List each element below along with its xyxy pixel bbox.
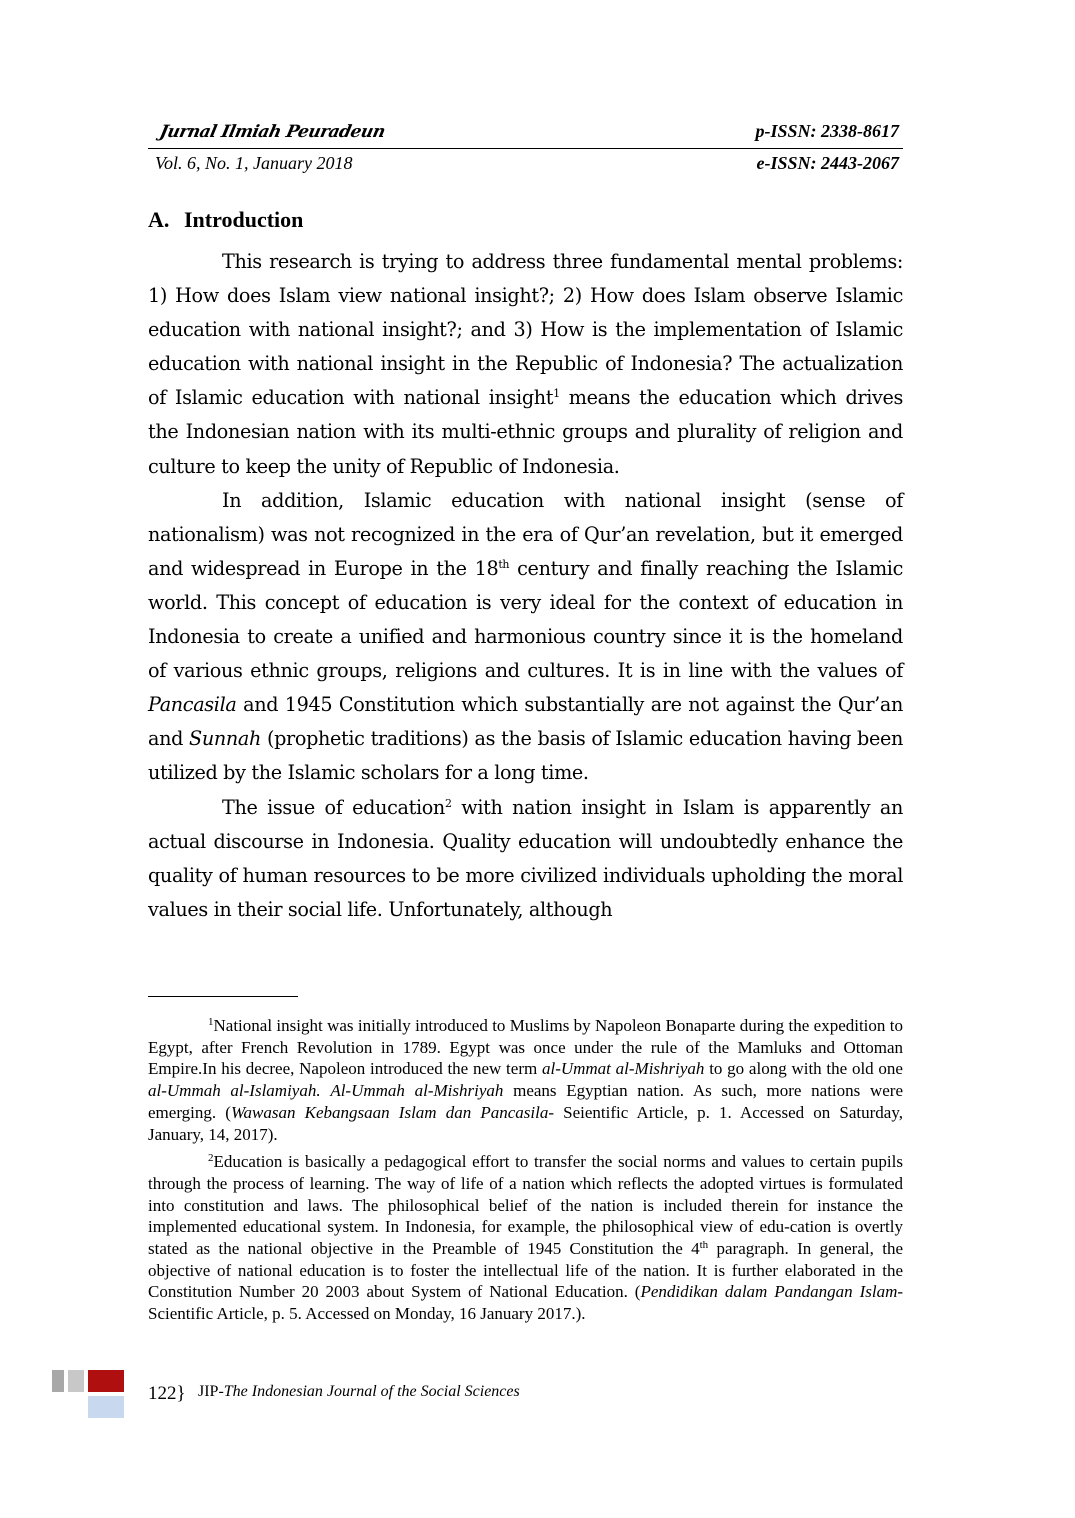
section-title: Introduction [184,207,304,232]
footnote-text: to go along with the old one [704,1059,903,1079]
footnote-separator [148,996,298,997]
footnote-term: Al-Ummah al-Mishriyah [330,1081,504,1101]
footnote-text: Scientific Article, p. 5. Accessed on Monday, 16 January 2017.). [148,1304,586,1324]
footnote-term: al-Ummah al-Islamiyah. [148,1081,321,1101]
paragraph-1 [148,245,903,484]
decorative-block-gray-light [68,1370,84,1392]
section-heading [148,207,303,233]
decorative-block-gray-dark [52,1370,64,1392]
header-p-issn: p-ISSN: 2338-8617 [755,121,899,141]
footnote-number: 1 [208,1016,214,1028]
footnote-1 [148,1015,903,1145]
footnotes [148,1015,903,1331]
footnote-text: means Egyptian nation. As such, more nations were emerging. ( [148,1081,903,1122]
footnote-ref-1[interactable]: 1 [553,387,560,401]
footnote-text: National insight was initially introduced to Muslims by Napoleon Bonaparte during the expedition to Egypt, after French Revolution in 1789. Egypt was once under the rule of the Mamluks and Ottoman Empire.In his decree, Napoleon introduced the new term [148,1016,903,1079]
paragraph-3 [148,791,903,927]
ordinal-superscript: th [699,1239,709,1252]
paragraph-text: means the education which drives the Indonesian nation with its multi-ethnic groups and plurality of religion and culture to keep the unity of Republic of Indonesia. [148,386,903,478]
paragraph-text: In addition, Islamic education with national insight (sense of nationalism) was not recognized in the era of Qur’an revelation, but it emerged and widespread in Europe in the 18 [148,488,903,580]
paragraph-text: (prophetic traditions) as the basis of Islamic education having been utilized by the Islamic scholars for a long time. [148,727,904,785]
footnote-text: Seientific Article, p. 1. Accessed on Saturday, January, 14, 2017). [148,1102,903,1144]
footnote-source: Pendidikan dalam Pandangan Islam- [640,1282,904,1302]
paragraph-2 [148,484,903,791]
term-sunnah: Sunnah [189,727,261,751]
body-text [148,245,903,927]
header-journal-title: Jurnal Ilmiah Peuradeun [157,122,387,142]
footnote-source: Wawasan Kebangsaan Islam dan Pancasila- [230,1102,555,1122]
paragraph-text: This research is trying to address three fundamental mental problems: 1) How does Islam view national insight?; 2) How does Islam observe Islamic education with national insight?; and 3) How is the implementation of Islamic education with national insight in the Republic of Indonesia? The actualization of Islamic education with national insight [148,250,903,410]
footnote-number: 2 [208,1152,214,1165]
header-rule [148,148,903,149]
page-number: 122} [148,1383,186,1404]
header-e-issn: e-ISSN: 2443-2067 [756,153,899,173]
footnote-text: paragraph. In general, the objective of national education is to foster the intellectual life of the nation. It is further elaborated in the Constitution Number 20 2003 about System of National Education. ( [148,1239,903,1302]
footer-journal-title: The Indonesian Journal of the Social Sciences [223,1383,520,1400]
footnote-term: al-Ummat al-Mishriyah [541,1059,705,1079]
footnote-ref-2[interactable]: 2 [444,796,452,810]
footnote-text: Education is basically a pedagogical effort to transfer the social norms and values to certain pupils through the process of learning. The way of life of a nation which reflects the adopted virtues is formulated into constitution and laws. The philosophical belief of the nation is included therein for instance the implemented educational system. In Indonesia, for example, the philosophical view of edu-cation is overtly stated as the national objective in the Preamble of 1945 Constitution the 4 [148,1152,903,1259]
header-volume: Vol. 6, No. 1, January 2018 [155,153,353,173]
decorative-block-blue [88,1396,124,1418]
term-pancasila: Pancasila [148,693,237,717]
paragraph-text: century and finally reaching the Islamic world. This concept of education is very ideal for the context of education in Indonesia to create a unified and harmonious country since it is the homeland of various ethnic groups, religions and cultures. It is in line with the values of [148,556,903,683]
footnote-2 [148,1151,903,1325]
footer-journal-prefix: JIP- [198,1383,224,1400]
ordinal-superscript: th [498,557,510,571]
paragraph-text: with nation insight in Islam is apparently an actual discourse in Indonesia. Quality education will undoubtedly enhance the quality of human resources to be more civilized individuals upholding the moral values in their social life. Unfortunately, although [148,795,903,921]
paragraph-text: The issue of education [222,795,445,819]
section-number: A. [148,207,170,232]
paragraph-text: and 1945 Constitution which substantially are not against the Qur’an and [148,693,903,751]
decorative-block-red [88,1370,124,1392]
footer-journal-name [198,1383,520,1401]
footnote-text [321,1081,331,1100]
